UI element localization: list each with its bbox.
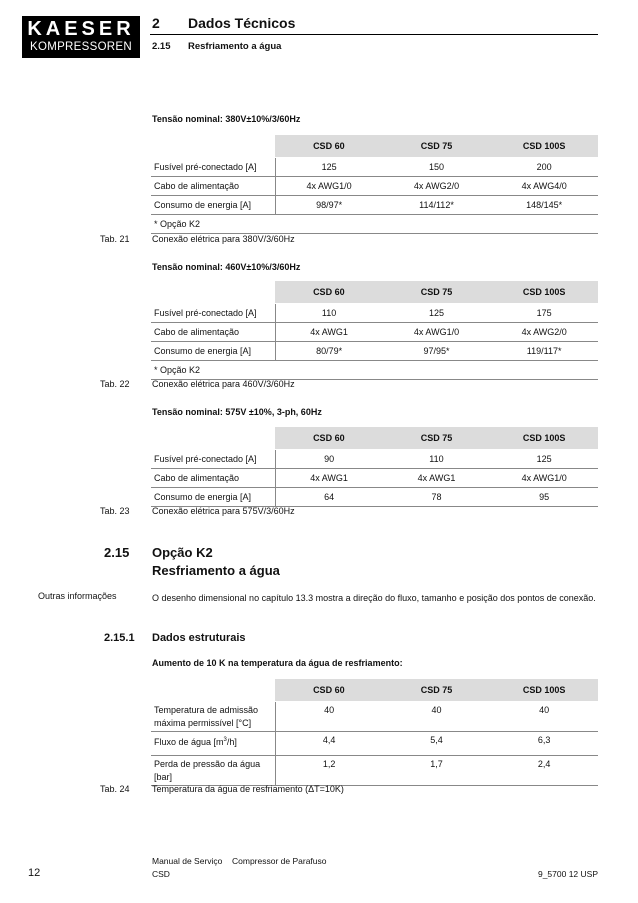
table-22-caption: Conexão elétrica para 460V/3/60Hz	[152, 379, 295, 389]
table-row	[151, 177, 598, 196]
cell: 4x AWG4/0	[490, 177, 598, 196]
cell: 2,4	[490, 756, 598, 786]
table-23-heading: Tensão nominal: 575V ±10%, 3-ph, 60Hz	[152, 407, 322, 417]
cell: 119/117*	[490, 342, 598, 361]
cell: 6,3	[490, 732, 598, 756]
chapter-title: Dados Técnicos	[188, 15, 296, 31]
col-header: CSD 75	[383, 281, 491, 304]
info-text: O desenho dimensional no capítulo 13.3 mostra a direção do fluxo, tamanho e posição dos pontos de conexão.	[152, 593, 596, 603]
col-header: CSD 75	[383, 427, 491, 450]
chapter-number: 2	[152, 15, 160, 31]
table-row	[151, 158, 598, 177]
cell: 4x AWG1	[275, 323, 383, 342]
cell: 1,2	[275, 756, 383, 786]
table-24-number: Tab. 24	[100, 784, 130, 794]
header-blank	[151, 281, 275, 304]
table-row	[151, 488, 598, 507]
col-header: CSD 100S	[490, 281, 598, 304]
logo-line1: KAESER	[27, 18, 135, 40]
info-label: Outras informações	[38, 591, 117, 601]
cell: 150	[383, 158, 491, 177]
table-24-caption: Temperatura da água de resfriamento (ΔT=10K)	[152, 784, 344, 794]
table-24-heading: Aumento de 10 K na temperatura da água de resfriamento:	[152, 658, 403, 668]
row-label: Cabo de alimentação	[151, 177, 275, 196]
row-label: Temperatura de admissão máxima permissível [°C]	[151, 702, 275, 732]
cell: 125	[275, 158, 383, 177]
section-title: Resfriamento a água	[188, 41, 282, 52]
col-header: CSD 100S	[490, 679, 598, 702]
table-22-heading: Tensão nominal: 460V±10%/3/60Hz	[152, 262, 301, 272]
footer-manual: Manual de Serviço	[152, 856, 223, 866]
label-text: Fluxo de água [m	[154, 737, 224, 747]
col-header: CSD 60	[275, 427, 383, 450]
section-number: 2.15	[152, 41, 171, 52]
table-21-heading: Tensão nominal: 380V±10%/3/60Hz	[152, 114, 301, 124]
cell: 110	[383, 450, 491, 469]
table-23	[151, 427, 598, 507]
cell: 40	[490, 702, 598, 732]
label-text: /h]	[226, 737, 237, 747]
section-heading-number: 2.15	[104, 545, 130, 560]
cell: 4x AWG1/0	[383, 323, 491, 342]
header-blank	[151, 135, 275, 158]
table-21-number: Tab. 21	[100, 234, 130, 244]
cell: 4x AWG1/0	[275, 177, 383, 196]
col-header: CSD 100S	[490, 427, 598, 450]
cell: 90	[275, 450, 383, 469]
table-note: * Opção K2	[151, 215, 598, 234]
cell: 80/79*	[275, 342, 383, 361]
cell: 125	[490, 450, 598, 469]
cell: 64	[275, 488, 383, 507]
table-note-row	[151, 215, 598, 234]
table-row	[151, 196, 598, 215]
header-rule	[150, 34, 598, 35]
table-21	[151, 135, 598, 234]
cell: 4x AWG2/0	[490, 323, 598, 342]
cell: 1,7	[383, 756, 491, 786]
row-label: Cabo de alimentação	[151, 323, 275, 342]
header-blank	[151, 679, 275, 702]
row-label: Consumo de energia [A]	[151, 342, 275, 361]
footer-model: CSD	[152, 869, 170, 879]
table-22-number: Tab. 22	[100, 379, 130, 389]
footer-product: Compressor de Parafuso	[232, 856, 327, 866]
cell: 78	[383, 488, 491, 507]
cell: 4x AWG1/0	[490, 469, 598, 488]
row-label: Fusível pré-conectado [A]	[151, 158, 275, 177]
footer-doc-code: 9_5700 12 USP	[537, 869, 598, 879]
page-number: 12	[28, 867, 41, 879]
table-row	[151, 304, 598, 323]
label-superscript: 3	[223, 737, 227, 743]
cell: 4,4	[275, 732, 383, 756]
subsection-number: 2.15.1	[104, 632, 135, 644]
cell: 98/97*	[275, 196, 383, 215]
table-row	[151, 702, 598, 732]
cell: 97/95*	[383, 342, 491, 361]
table-row	[151, 469, 598, 488]
row-label: Cabo de alimentação	[151, 469, 275, 488]
table-row	[151, 450, 598, 469]
cell: 5,4	[383, 732, 491, 756]
cell: 200	[490, 158, 598, 177]
table-header-row	[151, 281, 598, 304]
table-24	[151, 679, 598, 786]
table-row	[151, 323, 598, 342]
col-header: CSD 60	[275, 281, 383, 304]
cell: 148/145*	[490, 196, 598, 215]
table-header-row	[151, 135, 598, 158]
table-note-row	[151, 361, 598, 380]
cell: 175	[490, 304, 598, 323]
cell: 4x AWG2/0	[383, 177, 491, 196]
header-blank	[151, 427, 275, 450]
table-23-number: Tab. 23	[100, 506, 130, 516]
cell: 110	[275, 304, 383, 323]
row-label: Perda de pressão da água [bar]	[151, 756, 275, 786]
cell: 4x AWG1	[383, 469, 491, 488]
cell: 95	[490, 488, 598, 507]
section-heading-line1: Opção K2	[152, 545, 213, 560]
cell: 40	[275, 702, 383, 732]
col-header: CSD 75	[383, 679, 491, 702]
table-row	[151, 342, 598, 361]
cell: 114/112*	[383, 196, 491, 215]
row-label: Fusível pré-conectado [A]	[151, 304, 275, 323]
col-header: CSD 60	[275, 679, 383, 702]
logo-line2: KOMPRESSOREN	[29, 41, 132, 53]
kaeser-logo	[22, 16, 140, 58]
cell: 125	[383, 304, 491, 323]
table-row	[151, 756, 598, 786]
cell: 40	[383, 702, 491, 732]
col-header: CSD 60	[275, 135, 383, 158]
row-label: Consumo de energia [A]	[151, 196, 275, 215]
section-heading-line2: Resfriamento a água	[152, 563, 280, 578]
cell: 4x AWG1	[275, 469, 383, 488]
table-23-caption: Conexão elétrica para 575V/3/60Hz	[152, 506, 295, 516]
table-row	[151, 732, 598, 756]
table-note: * Opção K2	[151, 361, 598, 380]
row-label: Fusível pré-conectado [A]	[151, 450, 275, 469]
table-header-row	[151, 427, 598, 450]
table-22	[151, 281, 598, 380]
subsection-title: Dados estruturais	[152, 632, 246, 644]
col-header: CSD 75	[383, 135, 491, 158]
col-header: CSD 100S	[490, 135, 598, 158]
row-label: Consumo de energia [A]	[151, 488, 275, 507]
table-21-caption: Conexão elétrica para 380V/3/60Hz	[152, 234, 295, 244]
row-label	[151, 732, 275, 756]
table-header-row	[151, 679, 598, 702]
